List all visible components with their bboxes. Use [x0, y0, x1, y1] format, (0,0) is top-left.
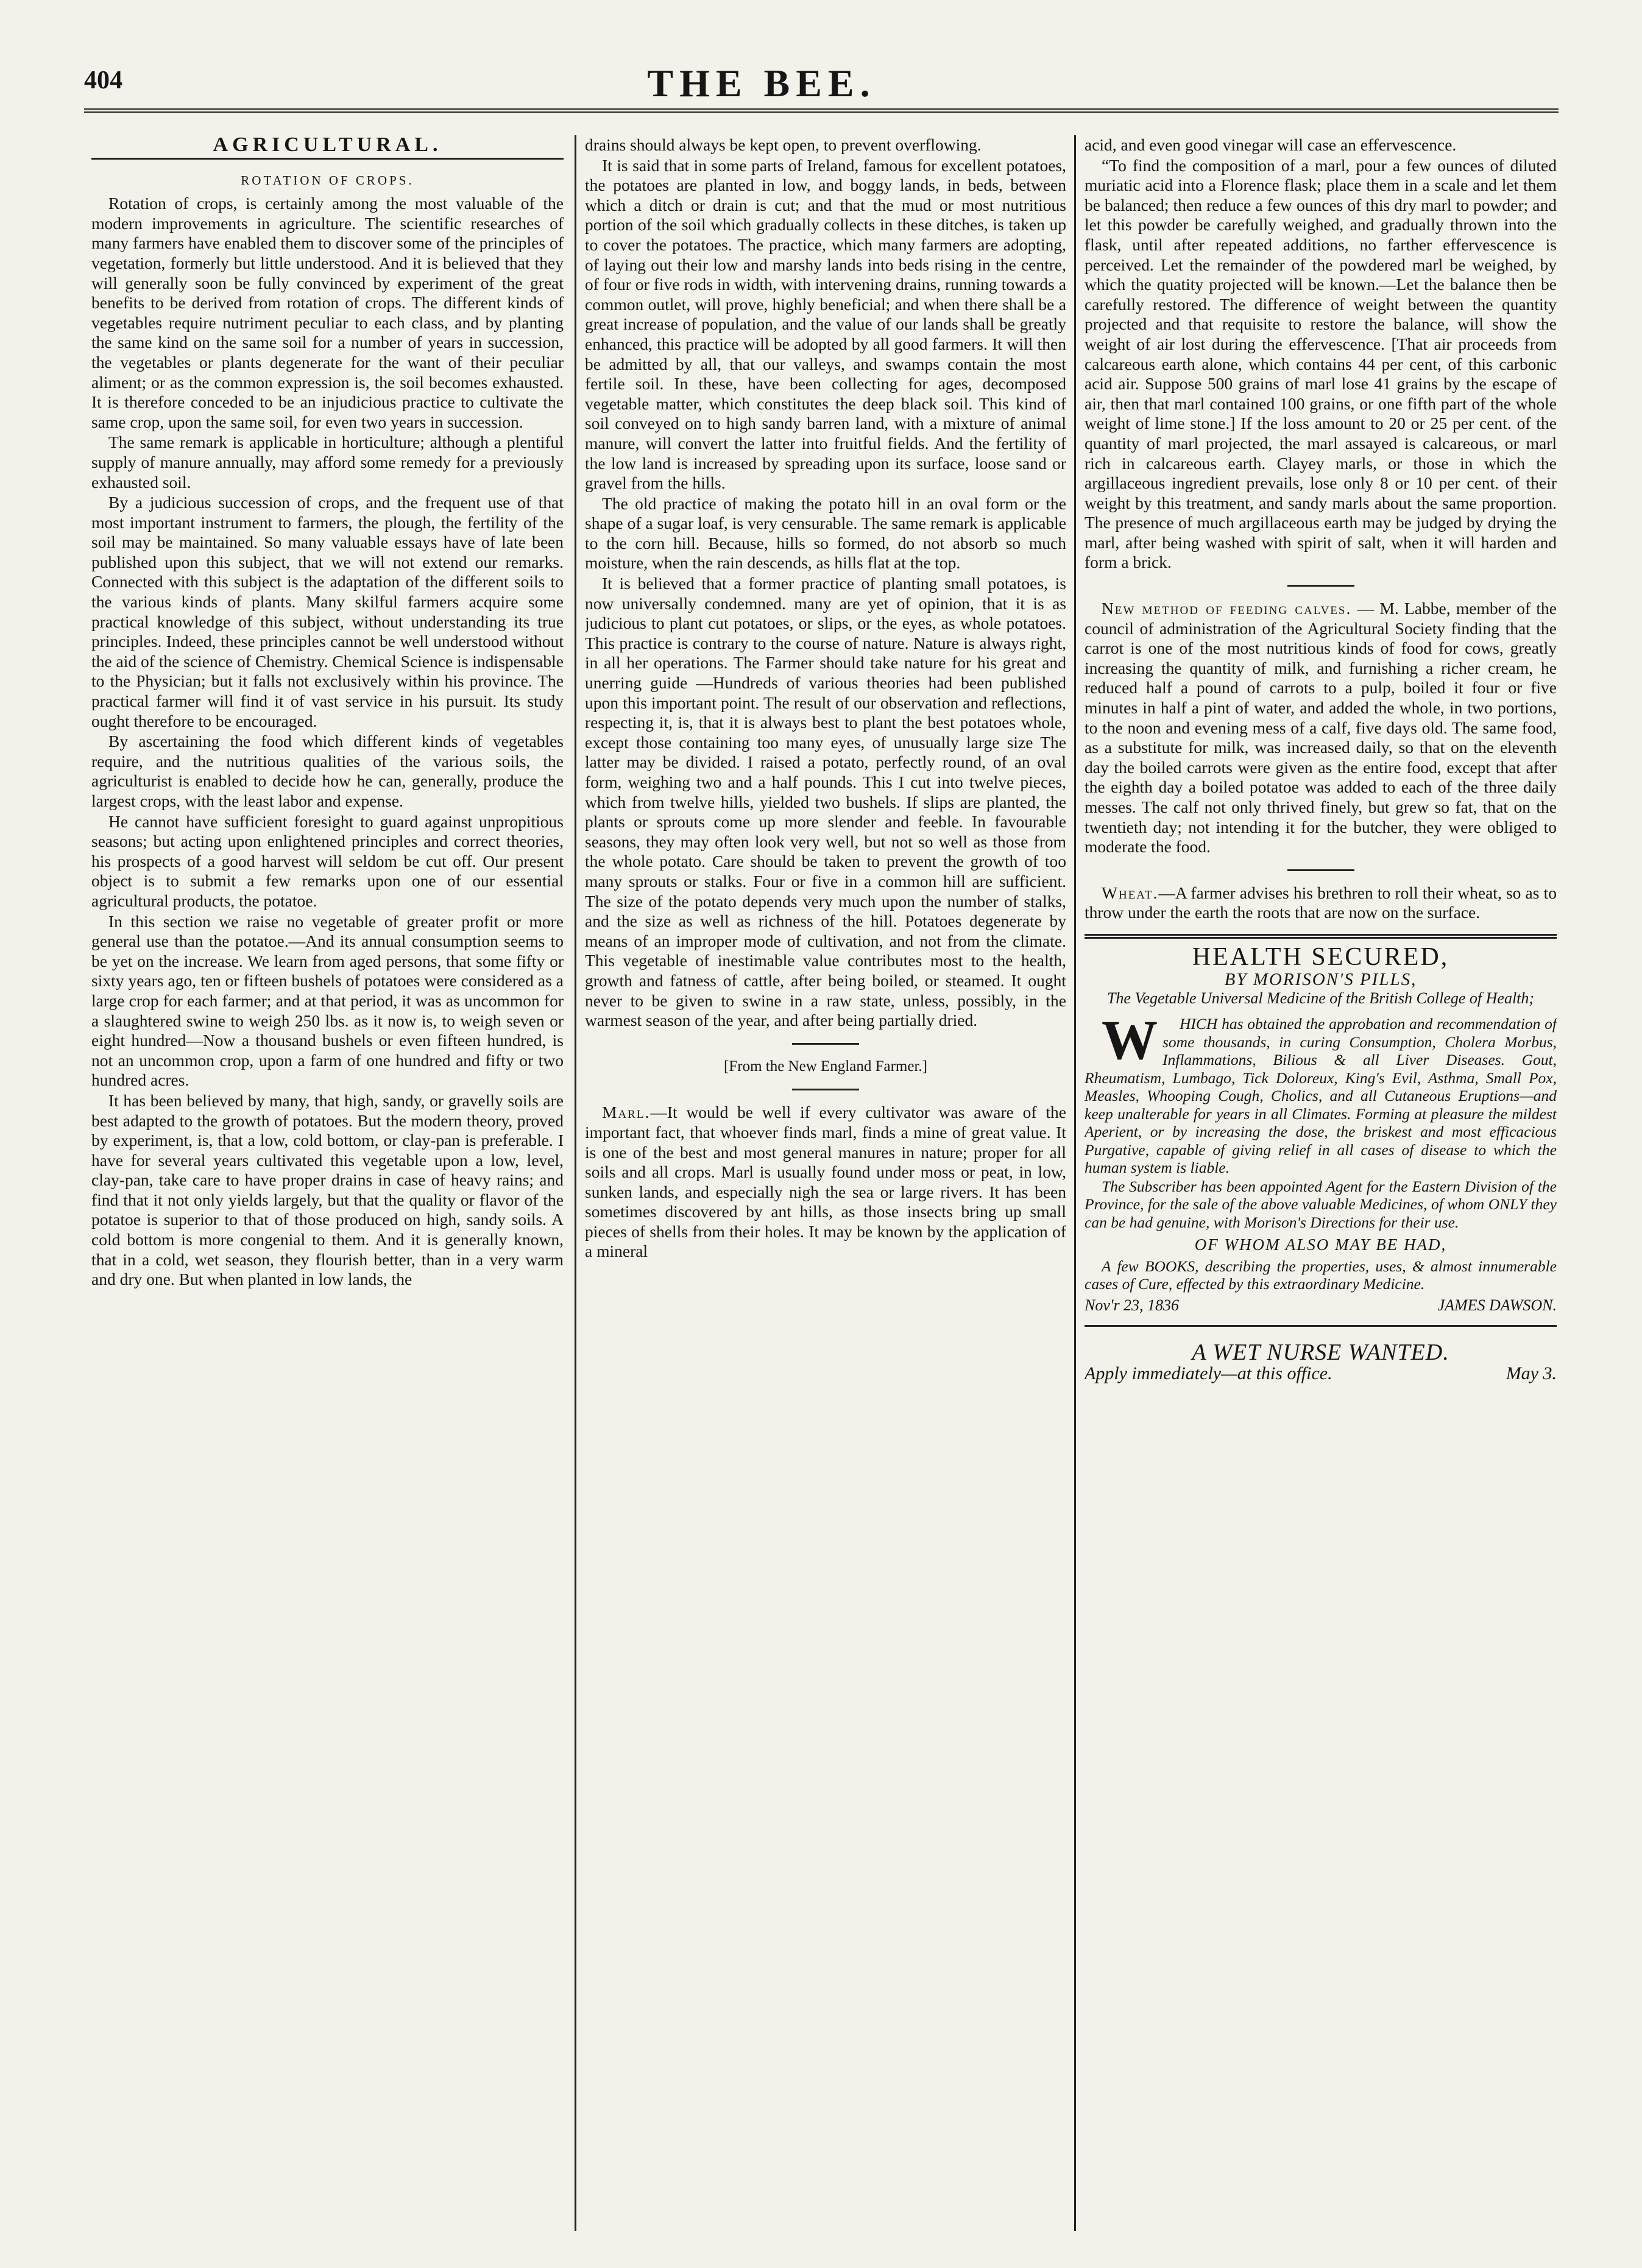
section-rule: [792, 1089, 859, 1090]
marl-text: —It would be well if every cultivator was aware of the important fact, that whoever finds marl, finds a mine of great value. It is one of the best and most general manures in nature; proper for all soils and all crops. Marl is usually found under moss or peat, in low, sunken lands, and especially nigh the sea or large rivers. It has been sometimes discovered by ant hills, as those insects bring up small pieces of shells from their holes. It may be known by the application of a mineral: [585, 1103, 1066, 1261]
paragraph: It is said that in some parts of Ireland, famous for excellent potatoes, the potatoes are planted in low, and boggy lands, in beds, between which a ditch or drain is cut; and that the mud or most nutritious portion of the soil which gradually collects in these ditches, is taken up to cover the potatoes. The practice, which many farmers are adopting, of laying out their low and marshy lands into beds rising in the centre, of four or five rods in width, with intervening drains, running towards a common outlet, will prove, highly beneficial; and when there shall be a great increase of population, and the value of our lands shall be greatly enhanced, this practice will be adopted by all good farmers. It will then be admitted by all, that our valleys, and swamps contain the most fertile soil. In these, have been collecting for ages, decomposed vegetable matter, which constitutes the deep black soil. This kind of soil conveyed on to high sandy barren land, with a mixture of animal manure, will convert the latter into fruitful fields. And the fertility of the low land is increased by spreading upon its surface, loose sand or gravel from the hills.: [585, 155, 1066, 493]
column-divider-1: [575, 135, 576, 2231]
column-3: [1085, 135, 1557, 2231]
ad-date: Nov'r 23, 1836: [1085, 1296, 1180, 1314]
calves-heading: New method of feeding calves.: [1102, 599, 1352, 618]
drop-cap: W: [1102, 1009, 1158, 1072]
article-subhead: ROTATION OF CROPS.: [241, 172, 414, 188]
department-heading: AGRICULTURAL.: [91, 135, 564, 160]
paragraph: By a judicious succession of crops, and the frequent use of that most important instrument to farmers, the plough, the fertility of the soil may be maintained. So many valuable essays have of late been published upon this subject, that we will not extend our remarks. Connected with this subject is the adaptation of the different soils to the various kinds of plants. Many skilful farmers acquire some practical knowledge of this subject, without understanding its true principles. Indeed, these principles cannot be well understood without the aid of the science of Chemistry. Chemical Science is indispensable to the Physician; but it falls not exclusively within his province. The practical farmer will find it of vast service in his pursuit. Its study ought therefore to be encouraged.: [91, 493, 564, 730]
ad-also-heading: OF WHOM ALSO MAY BE HAD,: [1194, 1235, 1447, 1254]
section-rule: [1287, 585, 1354, 587]
paragraph: acid, and even good vinegar will case an effervescence.: [1085, 135, 1457, 154]
wanted-notice-title: A WET NURSE WANTED.: [1192, 1340, 1449, 1366]
ad-title: HEALTH SECURED,: [1192, 942, 1449, 971]
paragraph: By ascertaining the food which different kinds of vegetables require, and the nutritious qualities of the various soils, the agriculturist is enabled to decide how he can, generally, produce the largest crops, with the least labor and expense.: [91, 732, 564, 810]
wheat-article: [1085, 883, 1557, 923]
ad-books-notice: A few BOOKS, describing the properties, uses, & almost innumerable cases of Cure, effected by this extraordinary Medicine.: [1085, 1257, 1557, 1293]
ad-subtitle: BY MORISON'S PILLS,: [1224, 969, 1417, 989]
ad-bottom-rule: [1085, 1325, 1557, 1327]
wanted-instructions: Apply immediately—at this office.: [1085, 1363, 1332, 1383]
marl-heading: Marl.: [602, 1103, 651, 1122]
paragraph: The old practice of making the potato hill in an oval form or the shape of a sugar loaf, is very censurable. The same remark is applicable to the corn hill. Because, hills so formed, do not absorb so much moisture, when the rain descends, as hills flat at the top.: [585, 493, 1066, 573]
marl-article: [585, 1103, 1066, 1262]
masthead-title: THE BEE.: [647, 62, 876, 105]
paragraph: In this section we raise no vegetable of greater profit or more general use than the potatoe.—And its annual consumption seems to be yet on the increase. We learn from aged persons, that some fifty or sixty years ago, ten or fifteen bushels of potatoes were considered as a large crop for each farmer; and at that period, it was as uncommon for a slaughtered swine to weigh 250 lbs. as it now is, to weigh seven or eight hundred—Now a thousand bushels or even fifteen hundred, is not an uncommon crop, upon a farm of one hundred and fifty or two hundred acres.: [91, 911, 564, 1090]
advertisement-rule: [1085, 934, 1557, 939]
ad-subtitle-2: The Vegetable Universal Medicine of the British College of Health;: [1106, 989, 1535, 1008]
column-divider-2: [1074, 135, 1076, 2231]
paragraph: Rotation of crops, is certainly among the most valuable of the modern improvements in agriculture. The scientific researches of many farmers have enabled them to discover some of the principles of vegetation, formerly but little understood. And it is believed that they will generally soon be fully convinced by experiment of the great benefits to be derived from rotation of crops. The different kinds of vegetables require nutriment peculiar to each class, and by planting the same kind on the same soil for a number of years in succession, the vegetables or plants degenerate for the want of their peculiar aliment; or as the common expression is, the soil becomes exhausted. It is therefore conceded to be an injudicious practice to cultivate the same crop, upon the same soil, for even two years in succession.: [91, 194, 564, 431]
section-rule: [1287, 869, 1354, 871]
pills-advertisement: [1085, 942, 1557, 1315]
paragraph: “To find the composition of a marl, pour a few ounces of diluted muriatic acid into a Florence flask; place them in a scale and let them be balanced; then reduce a few ounces of this dry marl to powder; and let this powder be carefully weighed, and gradually thrown into the flask, until after repeated additions, no farther effervescence is perceived. Let the remainder of the powdered marl be weighed, by which the quatity projected will be known.—Let the balance then be carefully restored. The difference of weight between the quantity projected and that requisite to restore the balance, will show the weight of air lost during the effervescence. [That air proceeds from calcareous earth alone, which contains 44 per cent, of this carbonic acid air. Suppose 500 grains of marl lose 41 grains by the escape of air, then that marl contained 100 grains, or one fifth part of the whole weight of lime stone.] If the loss amount to 20 or 25 per cent. of the quantity of marl projected, the marl assayed is calcareous, or marl rich in calcareous earth. Clayey marls, or those in which the argillaceous ingredient prevails, lose only 8 or 10 per cent. of their weight by this treatment, and sandy marls about the same proportion. The presence of much argillaceous earth may be judged by drying the marl, after being washed with spirit of salt, when it will harden and form a brick.: [1085, 155, 1557, 572]
column-2: [585, 135, 1066, 2231]
source-credit: [From the New England Farmer.]: [724, 1058, 927, 1075]
paragraph: drains should always be kept open, to prevent overflowing.: [585, 135, 982, 154]
section-rule: [792, 1043, 859, 1045]
wheat-text: —A farmer advises his brethren to roll their wheat, so as to throw under the earth the roots that are now on the surface.: [1085, 883, 1557, 922]
wanted-date: May 3.: [1506, 1363, 1557, 1383]
column-1: [91, 135, 564, 2231]
header-rule: [84, 108, 1559, 113]
ad-agent-notice: The Subscriber has been appointed Agent for the Eastern Division of the Province, for the sale of the above valuable Medicines, of whom ONLY they can be had genuine, with Morison's Directions for their use.: [1085, 1177, 1557, 1231]
ad-body: [1085, 1009, 1557, 1177]
paragraph: The same remark is applicable in horticulture; although a plentiful supply of manure annually, may afford some remedy for a previously exhausted soil.: [91, 433, 564, 492]
ad-footer: [1085, 1296, 1557, 1316]
ad-signature: JAMES DAWSON.: [1437, 1296, 1557, 1314]
wanted-notice-line: [1085, 1364, 1557, 1384]
paragraph: It has been believed by many, that high, sandy, or gravelly soils are best adapted to the growth of potatoes. But the modern theory, proved by experiment, is, that a low, cold bottom, or clay-pan is preferable. I have for several years cultivated this vegetable upon a low, level, clay-pan, take care to have proper drains in case of heavy rains; and find that it not only yields largely, but that the quality or flavor of the potatoe is superior to that of those produced on high, sandy soils. A cold bottom is more congenial to them. And it is generally known, that in a cold, wet season, they flourish better, than in a very warm and dry one. But when planted in low lands, the: [91, 1090, 564, 1289]
page-number: 404: [84, 66, 122, 94]
wheat-heading: Wheat.: [1102, 883, 1159, 902]
ad-body-text: HICH has obtained the approbation and recommendation of some thousands, in curing Consumption, Cholera Morbus, Inflammations, Bilious & all Liver Diseases. Gout, Rheumatism, Lumbago, Tick Doloreux, King's Evil, Asthma, Small Pox, Measles, Whooping Cough, Cholics, and all Cutaneous Eruptions—and keep unalterable for years in all Climates. Forming at pleasure the mildest Aperient, or by increasing the dose, the briskest and most efficacious Purgative, capable of giving relief in all cases of disease to which the human system is liable.: [1085, 1015, 1557, 1177]
calves-text: — M. Labbe, member of the council of administration of the Agricultural Society finding that the carrot is one of the most nutritious kinds of food for cows, greatly increasing the quantity of milk, and furnishing a richer cream, he reduced half a pound of carrots to a pulp, boiled it four or five minutes in half a pint of water, and added the whole, in two portions, to the noon and evening mess of a calf, five days old. The same food, as a substitute for milk, was increased daily, so that on the eleventh day the boiled carrots were given as the entire food, except that after the eighth day a boiled potatoe was added to each of the three daily messes. The calf not only thrived finely, but grew so fat, that on the twentieth day; not intending it for the butcher, they were obliged to moderate the food.: [1085, 599, 1557, 857]
paragraph: It is believed that a former practice of planting small potatoes, is now universally condemned. many are yet of opinion, that it is as judicious to plant cut potatoes, or slips, or the eyes, as whole potatoes. This practice is contrary to the course of nature. Nature is always right, in all her operations. The Farmer should take nature for his great and unerring guide —Hundreds of various theories had been published upon this important point. The result of our observation and reflections, respecting it, is, that it is always best to plant the best potatoes whole, except those containing too many eyes, of unusually large size The latter may be divided. I raised a potato, perfectly round, of an oval form, weighing two and a half pounds. This I cut into twelve pieces, which from twelve hills, yielded two bushels. If slips are planted, the plants or sprouts come up more slender and feeble. In favourable seasons, they may often look very well, but not so well as those from the whole potato. Care should be taken to prevent the growth of too many sprouts or stalks. Four or five in a common hill are sufficient. The size of the potato depends very much upon the number of stalks, and the size as well as richness of the hill. Potatoes degenerate by means of an improper mode of cultivation, and not from the climate. This vegetable of inestimable value contributes most to the health, growth and fatness of cattle, after being boiled, or steamed. It ought never to be given to swine in a raw state, unless, possibly, in the warmest season of the year, and after being partially dried.: [585, 574, 1066, 1030]
calves-article: [1085, 599, 1557, 857]
paragraph: He cannot have sufficient foresight to guard against unpropitious seasons; but acting upon enlightened principles and correct theories, his prospects of a good harvest will seldom be cut off. Our present object is to submit a few remarks upon one of our essential agricultural products, the potatoe.: [91, 811, 564, 910]
